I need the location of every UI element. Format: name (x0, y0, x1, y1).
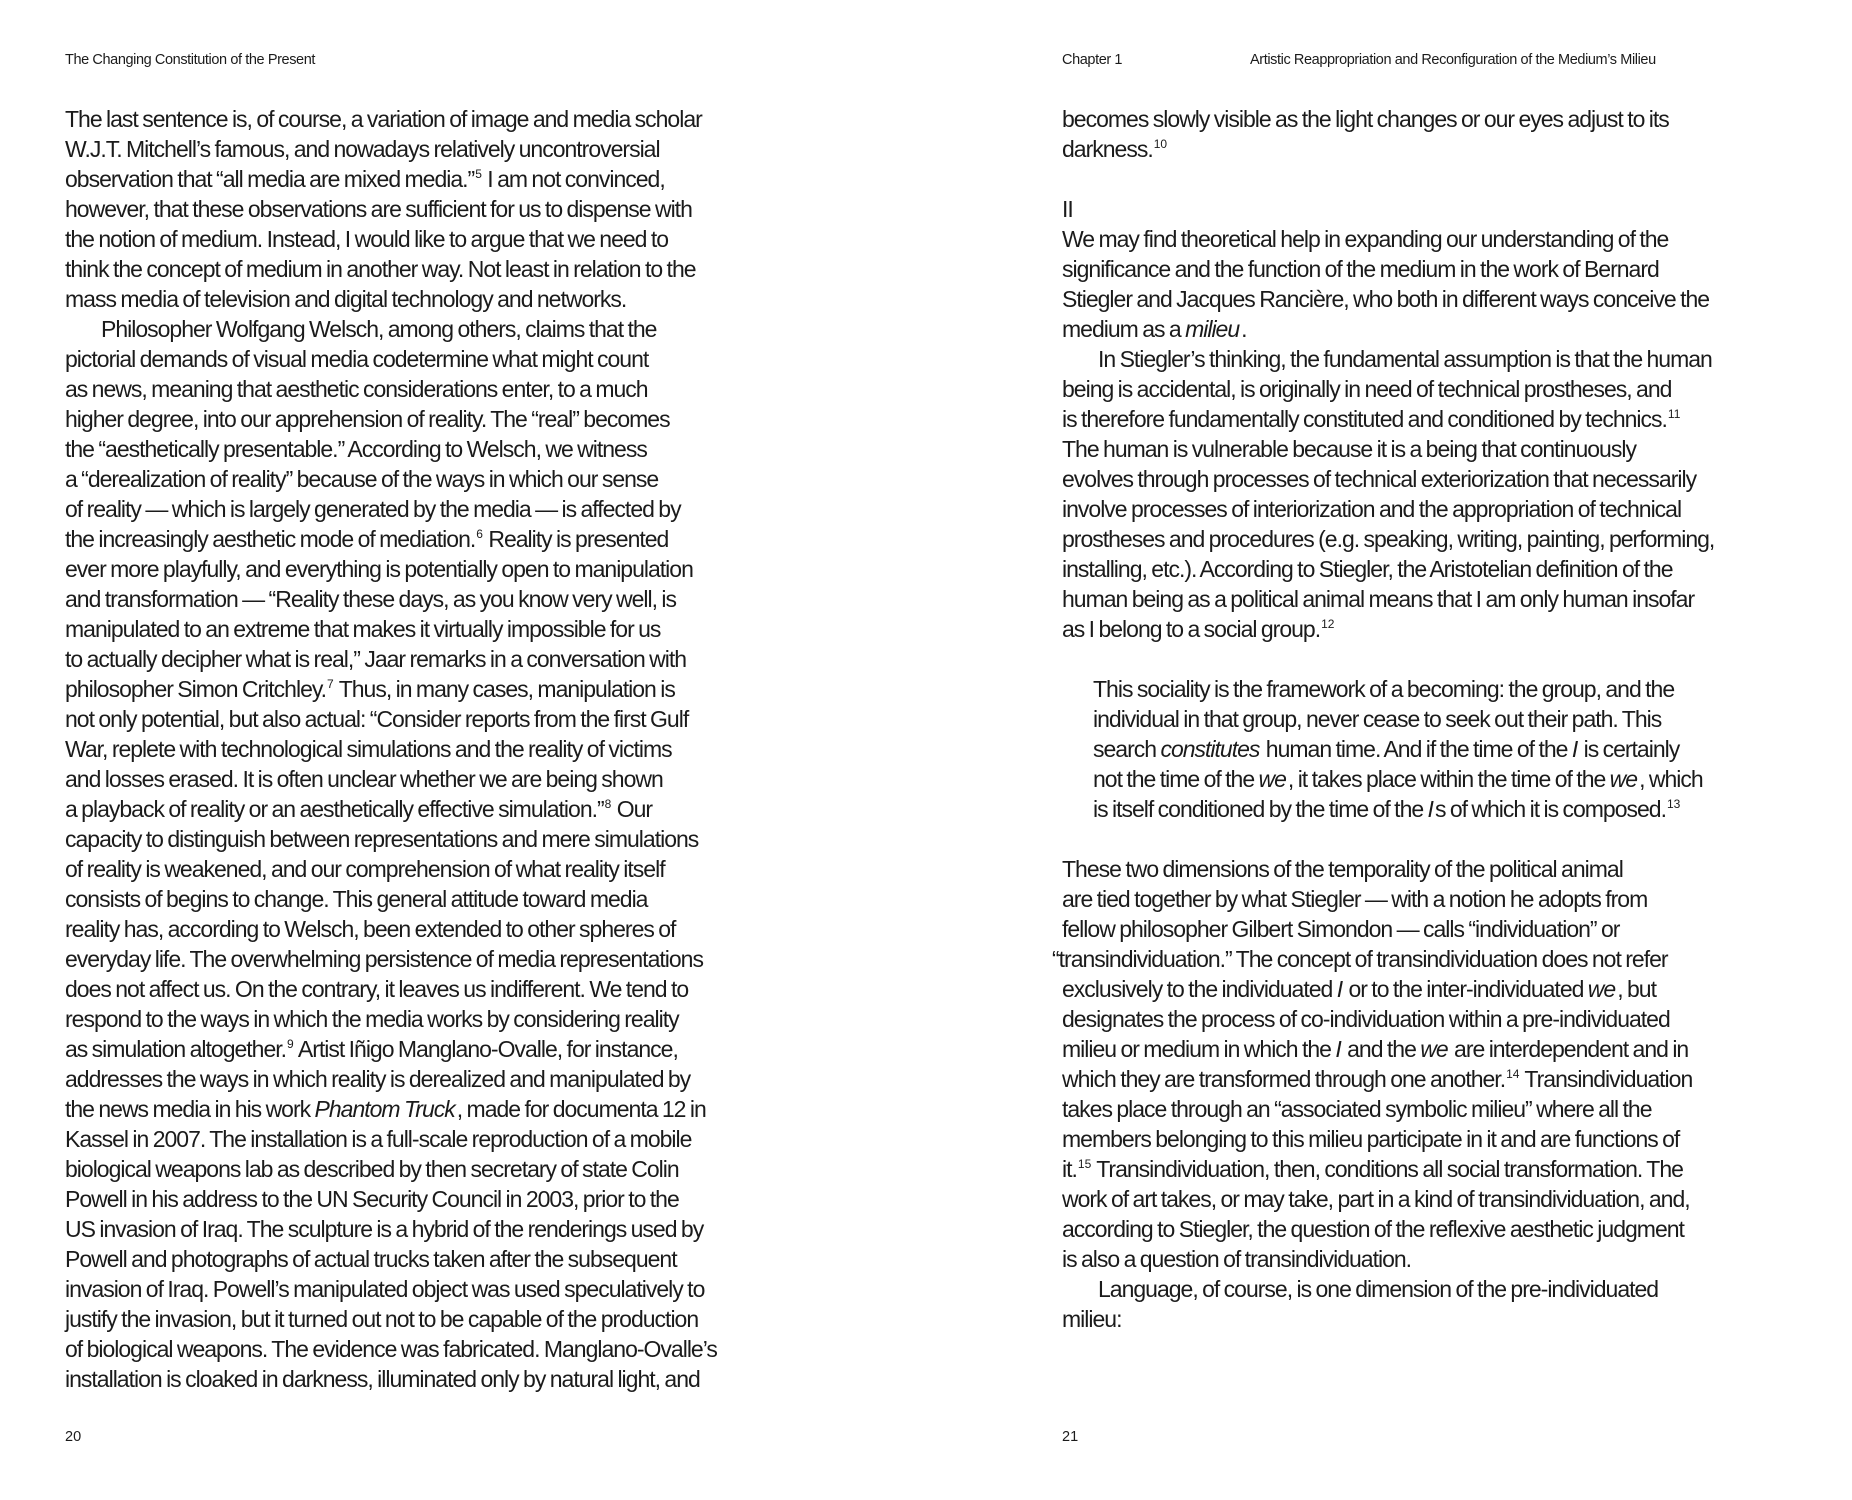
text-line (1062, 614, 1335, 644)
text-line (65, 284, 626, 314)
text-line (65, 944, 703, 974)
text-run: not the time of the (1093, 766, 1259, 792)
text-run: higher degree, into our apprehension of reality. The “real” becomes (65, 406, 670, 432)
text-run: human being as a political animal means that I am only human insofar (1062, 586, 1695, 612)
text-run: of reality is weakened, and our comprehension of what reality itself (65, 856, 665, 882)
text-line (65, 704, 688, 734)
text-run: , but (1617, 976, 1656, 1002)
text-run: darkness. (1062, 136, 1153, 162)
text-run: the notion of medium. Instead, I would like to argue that we need to (65, 226, 669, 252)
text-line (65, 824, 698, 854)
text-run: however, that these observations are sufficient for us to dispense with (65, 196, 692, 222)
running-head-title: Artistic Reappropriation and Reconfiguration of the Medium’s Milieu (1250, 52, 1656, 68)
text-line (1062, 554, 1673, 584)
text-line (1062, 524, 1714, 554)
text-run: significance and the function of the medium in the work of Bernard (1062, 256, 1659, 282)
text-run: US invasion of Iraq. The sculpture is a hybrid of the renderings used by (65, 1216, 704, 1242)
text-line (65, 854, 665, 884)
italic-text: I (1336, 976, 1343, 1002)
text-line (65, 1334, 717, 1364)
text-run: ever more playfully, and everything is potentially open to manipulation (65, 556, 693, 582)
text-line (1062, 884, 1647, 914)
text-line (1062, 1124, 1679, 1154)
text-run: becomes slowly visible as the light changes or our eyes adjust to its (1062, 106, 1669, 132)
text-run: Artist Iñigo Manglano-Ovalle, for instance, (294, 1036, 678, 1062)
text-run: the increasingly aesthetic mode of mediation. (65, 526, 476, 552)
text-line (1062, 134, 1168, 164)
text-run: designates the process of co-individuation within a pre-individuated (1062, 1006, 1670, 1032)
text-run: , it takes place within the time of the (1287, 766, 1610, 792)
text-line (65, 614, 660, 644)
text-line (65, 584, 676, 614)
footnote-ref: 7 (327, 677, 334, 691)
text-line (65, 164, 665, 194)
text-run: Language, of course, is one dimension of the pre-individuated (1098, 1276, 1659, 1302)
text-run: evolves through processes of technical exteriorization that necessarily (1062, 466, 1697, 492)
text-run: everyday life. The overwhelming persistence of media representations (65, 946, 703, 972)
text-run: Reality is presented (483, 526, 669, 552)
text-run: is therefore fundamentally constituted and conditioned by technics. (1062, 406, 1667, 432)
footnote-ref: 14 (1506, 1067, 1520, 1081)
text-line (65, 554, 693, 584)
text-run: members belonging to this milieu participate in it and are functions of (1062, 1126, 1680, 1152)
text-run: involve processes of interiorization and the appropriation of technical (1062, 496, 1682, 522)
text-run: work of art takes, or may take, part in a kind of transindividuation, and, (1062, 1186, 1690, 1212)
text-line (1062, 1064, 1692, 1094)
text-line (1062, 1304, 1121, 1334)
italic-text: I (1571, 736, 1578, 762)
text-run: to actually decipher what is real,” Jaar remarks in a conversation with (65, 646, 687, 672)
block-quote-line (1093, 734, 1679, 764)
text-run: This sociality is the framework of a becoming: the group, and the (1093, 676, 1675, 702)
text-run: “transindividuation.” The concept of transindividuation does not refer (1052, 946, 1668, 972)
right-page (926, 0, 1852, 1500)
text-line (65, 404, 670, 434)
text-line (65, 1184, 679, 1214)
italic-text: constitutes (1160, 736, 1260, 762)
text-run: as news, meaning that aesthetic considerations enter, to a much (65, 376, 648, 402)
text-line (1062, 1154, 1683, 1184)
text-run: according to Stiegler, the question of the reflexive aesthetic judgment (1062, 1216, 1684, 1242)
text-run: are tied together by what Stiegler — with a notion he adopts from (1062, 886, 1648, 912)
text-run: biological weapons lab as described by then secretary of state Colin (65, 1156, 679, 1182)
text-run: consists of begins to change. This general attitude toward media (65, 886, 648, 912)
text-line (65, 1034, 678, 1064)
italic-text: I (1427, 796, 1433, 822)
text-run: Transindividuation (1520, 1066, 1693, 1092)
text-run: Powell in his address to the UN Security Council in 2003, prior to the (65, 1186, 679, 1212)
text-line (65, 674, 675, 704)
text-line (65, 974, 688, 1004)
text-run: human time. And if the time of the (1261, 736, 1572, 762)
text-line (65, 764, 663, 794)
text-run: exclusively to the individuated (1062, 976, 1337, 1002)
italic-text: Phantom Truck (314, 1096, 455, 1122)
text-run: , made for documenta 12 in (456, 1096, 706, 1122)
text-line (65, 464, 658, 494)
text-run: takes place through an “associated symbolic milieu” where all the (1062, 1096, 1652, 1122)
text-line (65, 1124, 691, 1154)
text-run: the news media in his work (65, 1096, 315, 1122)
italic-text: we (1420, 1036, 1448, 1062)
text-run: War, replete with technological simulations and the reality of victims (65, 736, 672, 762)
text-run: justify the invasion, but it turned out not to be capable of the production (65, 1306, 699, 1332)
text-line (65, 884, 647, 914)
text-run: of biological weapons. The evidence was fabricated. Manglano-Ovalle’s (65, 1336, 717, 1362)
text-line (65, 104, 702, 134)
text-line (1062, 434, 1636, 464)
text-line (65, 794, 652, 824)
text-run: invasion of Iraq. Powell’s manipulated object was used speculatively to (65, 1276, 705, 1302)
text-line (1062, 1184, 1690, 1214)
block-quote-line (1093, 794, 1681, 824)
text-line (1062, 254, 1659, 284)
text-run: . (1241, 316, 1247, 342)
block-quote-line (1093, 704, 1661, 734)
text-run: installation is cloaked in darkness, illuminated only by natural light, and (65, 1366, 700, 1392)
text-line (65, 1154, 679, 1184)
text-line (65, 1244, 677, 1274)
text-line (65, 314, 656, 344)
text-run: being is accidental, is originally in need of technical prostheses, and (1062, 376, 1672, 402)
footnote-ref: 11 (1667, 407, 1681, 421)
text-run: I am not convinced, (482, 166, 665, 192)
text-run: II (1062, 196, 1073, 222)
text-run: reality has, according to Welsch, been extended to other spheres of (65, 916, 676, 942)
text-run: Our (612, 796, 653, 822)
text-run: and losses erased. It is often unclear whether we are being shown (65, 766, 663, 792)
text-run: as I belong to a social group. (1062, 616, 1321, 642)
text-run: a playback of reality or an aesthetically effective simulation.” (65, 796, 604, 822)
footnote-ref: 8 (604, 797, 612, 811)
text-line (1062, 494, 1681, 524)
text-run: We may find theoretical help in expanding our understanding of the (1062, 226, 1669, 252)
text-run: Philosopher Wolfgang Welsch, among others, claims that the (101, 316, 657, 342)
text-line (65, 914, 675, 944)
text-run: search (1093, 736, 1161, 762)
page-number: 20 (65, 1429, 82, 1445)
text-line (1062, 584, 1694, 614)
text-line (1062, 1244, 1411, 1274)
text-line (1062, 1094, 1652, 1124)
footnote-ref: 12 (1321, 617, 1335, 631)
text-run: milieu: (1062, 1306, 1122, 1332)
text-line (1062, 224, 1668, 254)
text-run: fellow philosopher Gilbert Simondon — calls “individuation” or (1062, 916, 1620, 942)
body-text (65, 104, 855, 1404)
text-run: and the (1342, 1036, 1421, 1062)
text-line (1062, 284, 1709, 314)
text-line (65, 1364, 700, 1394)
text-run: capacity to distinguish between representations and mere simulations (65, 826, 699, 852)
text-run: or to the inter-individuated (1344, 976, 1588, 1002)
italic-text: we (1609, 766, 1638, 792)
text-line (1052, 944, 1668, 974)
text-line (1062, 104, 1669, 134)
text-line (1062, 314, 1247, 344)
text-run: think the concept of medium in another way. Not least in relation to the (65, 256, 696, 282)
text-run: Kassel in 2007. The installation is a full-scale reproduction of a mobile (65, 1126, 692, 1152)
body-text (1052, 104, 1852, 1404)
running-head-chapter: Chapter 1 (1062, 52, 1123, 68)
text-run: medium as a (1062, 316, 1186, 342)
text-run: addresses the ways in which reality is derealized and manipulated by (65, 1066, 691, 1092)
text-line (1062, 194, 1073, 224)
text-run: s of which it is composed. (1434, 796, 1666, 822)
text-run: a “derealization of reality” because of the ways in which our sense (65, 466, 659, 492)
footnote-ref: 13 (1667, 797, 1681, 811)
text-run: does not affect us. On the contrary, it leaves us indifferent. We tend to (65, 976, 689, 1002)
text-line (1062, 914, 1619, 944)
text-run: is also a question of transindividuation. (1062, 1246, 1412, 1272)
text-run: Stiegler and Jacques Rancière, who both in different ways conceive the (1062, 286, 1710, 312)
text-line (65, 134, 660, 164)
block-quote-line (1093, 674, 1674, 704)
block-quote-line (1093, 764, 1703, 794)
text-line (65, 254, 696, 284)
text-line (65, 224, 668, 254)
text-run: Thus, in many cases, manipulation is (334, 676, 675, 702)
text-run: installing, etc.). According to Stiegler, the Aristotelian definition of the (1062, 556, 1673, 582)
text-line (65, 434, 647, 464)
text-line (1062, 464, 1696, 494)
text-run: prostheses and procedures (e.g. speaking, writing, painting, performing, (1062, 526, 1715, 552)
footnote-ref: 6 (476, 527, 483, 541)
text-run: not only potential, but also actual: “Consider reports from the first Gulf (65, 706, 689, 732)
text-run: is certainly (1579, 736, 1680, 762)
text-line (65, 374, 648, 404)
italic-text: milieu (1185, 316, 1240, 342)
footnote-ref: 9 (287, 1037, 294, 1051)
text-run: are interdependent and in (1449, 1036, 1689, 1062)
text-run: as simulation altogether. (65, 1036, 287, 1062)
footnote-ref: 5 (475, 167, 482, 181)
text-line (1062, 1004, 1670, 1034)
text-line (1062, 344, 1712, 374)
running-head: The Changing Constitution of the Present (65, 52, 315, 68)
text-run: and transformation — “Reality these days, as you know very well, is (65, 586, 677, 612)
text-line (65, 1214, 703, 1244)
text-line (65, 1004, 679, 1034)
text-line (1062, 1034, 1688, 1064)
text-line (1062, 1274, 1658, 1304)
text-run: pictorial demands of visual media codetermine what might count (65, 346, 649, 372)
text-line (1062, 1214, 1684, 1244)
text-line (65, 1094, 706, 1124)
text-run: Powell and photographs of actual trucks taken after the subsequent (65, 1246, 677, 1272)
text-run: respond to the ways in which the media works by considering reality (65, 1006, 679, 1032)
text-line (1062, 854, 1623, 884)
text-run: individual in that group, never cease to seek out their path. This (1093, 706, 1662, 732)
text-line (1062, 374, 1671, 404)
page-number: 21 (1062, 1429, 1079, 1445)
text-line (65, 344, 648, 374)
text-run: The last sentence is, of course, a variation of image and media scholar (65, 106, 702, 132)
text-line (65, 734, 672, 764)
italic-text: we (1587, 976, 1616, 1002)
italic-text: we (1258, 766, 1286, 792)
text-line (65, 1274, 704, 1304)
text-run: The human is vulnerable because it is a being that continuously (1062, 436, 1636, 462)
text-line (65, 194, 692, 224)
text-run: which they are transformed through one another. (1062, 1066, 1506, 1092)
text-run: milieu or medium in which the (1062, 1036, 1336, 1062)
text-run: is itself conditioned by the time of the (1093, 796, 1428, 822)
text-line (65, 494, 681, 524)
text-line (65, 1064, 690, 1094)
footnote-ref: 10 (1153, 137, 1168, 151)
text-run: observation that “all media are mixed media.” (65, 166, 475, 192)
text-run: These two dimensions of the temporality of the political animal (1062, 856, 1623, 882)
text-run: , which (1639, 766, 1703, 792)
text-run: Transindividuation, then, conditions all social transformation. The (1092, 1156, 1683, 1182)
text-line (1062, 404, 1681, 434)
text-line (65, 524, 668, 554)
text-run: the “aesthetically presentable.” According to Welsch, we witness (65, 436, 647, 462)
text-run: manipulated to an extreme that makes it virtually impossible for us (65, 616, 661, 642)
text-run: In Stiegler’s thinking, the fundamental assumption is that the human (1098, 346, 1712, 372)
text-run: of reality — which is largely generated by the media — is affected by (65, 496, 681, 522)
text-line (65, 644, 686, 674)
text-line (1062, 974, 1656, 1004)
text-run: W.J.T. Mitchell’s famous, and nowadays relatively uncontroversial (65, 136, 660, 162)
text-run: it. (1062, 1156, 1077, 1182)
italic-text: I (1335, 1036, 1341, 1062)
text-run: philosopher Simon Critchley. (65, 676, 327, 702)
footnote-ref: 15 (1077, 1157, 1092, 1171)
text-run: mass media of television and digital technology and networks. (65, 286, 627, 312)
text-line (65, 1304, 698, 1334)
